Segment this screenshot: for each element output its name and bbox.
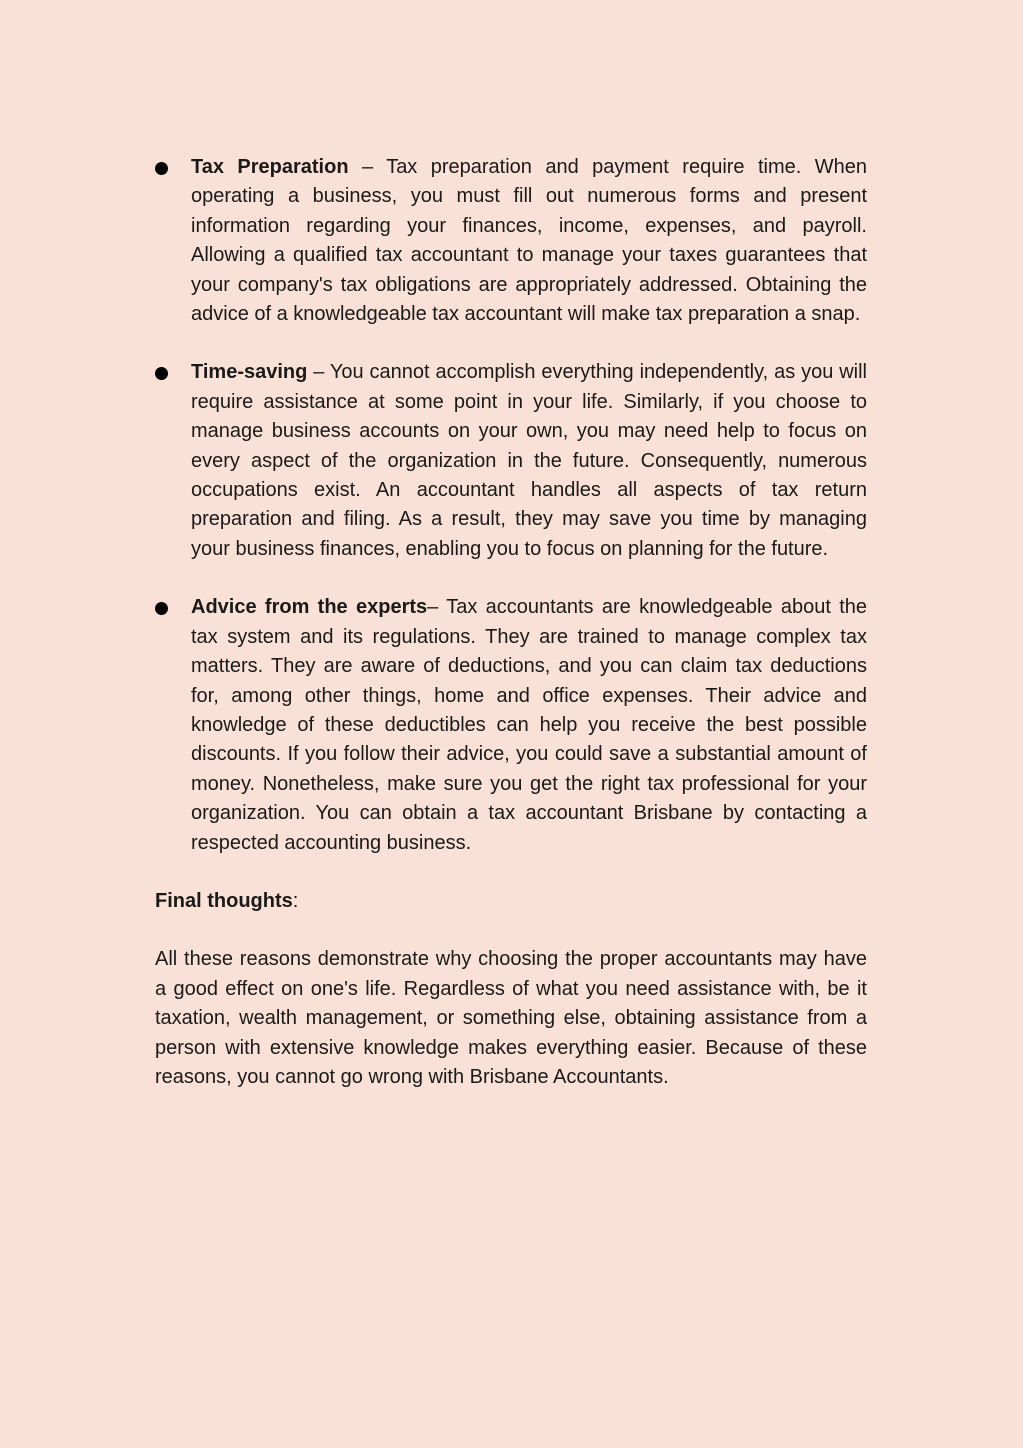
final-heading-suffix: : [292, 889, 299, 912]
bullet-title: Time-saving [191, 361, 308, 384]
final-heading-text: Final thoughts [155, 889, 293, 912]
bullet-separator: – [348, 156, 387, 178]
bullet-separator: – [427, 596, 447, 619]
bullet-text: You cannot accomplish everything independently, as you will require assistance at some point in your life. Similarly, if you choose to manage business accounts on your own, you may need help to focus on every aspect of the organization in the future. Consequently, numerous occupations exist. An accountant handles all aspects of tax return preparation and filing. As a result, they may save you time by managing your business finances, enabling you to focus on planning for the future. [191, 361, 867, 560]
bullet-paragraph [191, 358, 867, 564]
bullet-tax-preparation [155, 153, 867, 329]
bullet-advice-from-experts [155, 593, 867, 858]
bullet-title: Advice from the experts [191, 596, 428, 619]
bullet-title: Tax Preparation [191, 156, 349, 178]
document-body [155, 153, 867, 1092]
bullet-dot-icon [155, 602, 168, 615]
bullet-paragraph [191, 593, 867, 858]
final-thoughts-heading [155, 887, 867, 916]
final-thoughts-paragraph: All these reasons demonstrate why choosing the proper accountants may have a good effect on one's life. Regardless of what you need assistance with, be it taxation, wealth management, or something else, obtaining assistance from a person with extensive knowledge makes everything easier. Because of these reasons, you cannot go wrong with Brisbane Accountants. [155, 948, 867, 1088]
bullet-dot-icon [155, 367, 168, 380]
bullet-separator: – [307, 361, 330, 384]
bullet-paragraph [191, 153, 867, 329]
bullet-text: Tax preparation and payment require time. When operating a business, you must fill out numerous forms and present information regarding your finances, income, expenses, and payroll. Allowing a qualified tax accountant to manage your taxes guarantees that your company's tax obligations are appropriately addressed. Obtaining the advice of a knowledgeable tax accountant will make tax preparation a snap. [191, 156, 867, 326]
bullet-time-saving [155, 358, 867, 564]
bullet-dot-icon [155, 162, 168, 175]
bullet-text: Tax accountants are knowledgeable about the tax system and its regulations. They are trained to manage complex tax matters. They are aware of deductions, and you can claim tax deductions for, among other things, home and office expenses. Their advice and knowledge of these deductibles can help you receive the best possible discounts. If you follow their advice, you could save a substantial amount of money. Nonetheless, make sure you get the right tax professional for your organization. You can obtain a tax accountant Brisbane by contacting a respected accounting business. [191, 596, 867, 854]
